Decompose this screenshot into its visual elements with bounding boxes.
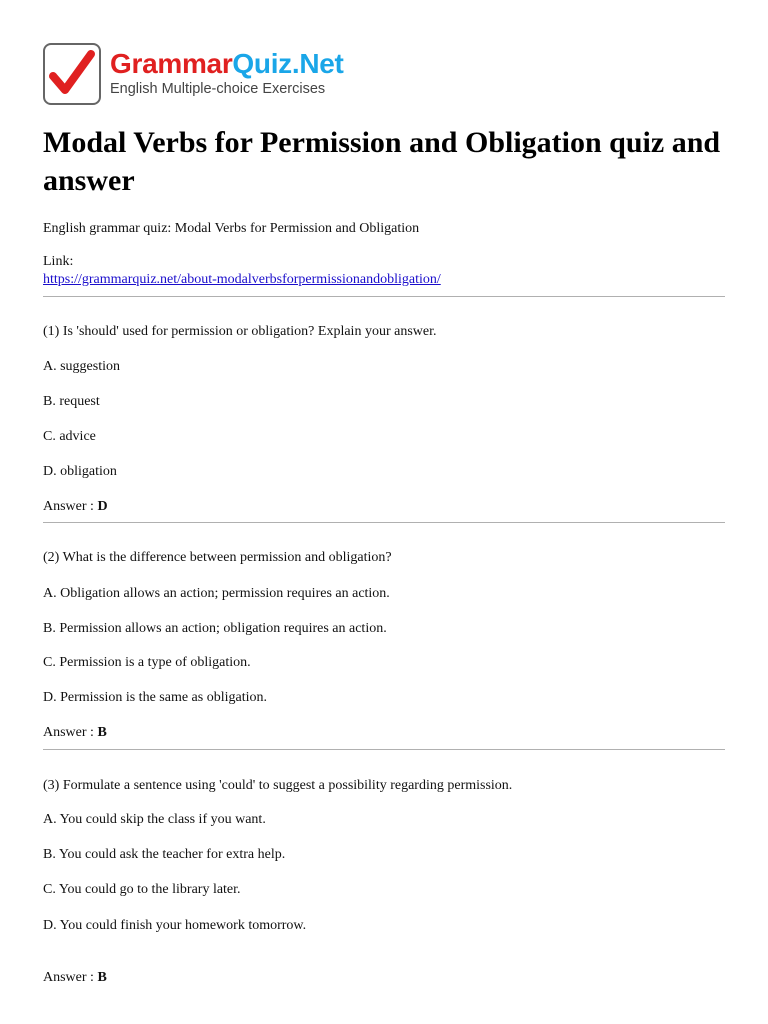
page-title: Modal Verbs for Permission and Obligation quiz and answer (43, 126, 721, 197)
checkmark-icon (47, 48, 97, 100)
answer-label: Answer : (43, 725, 98, 740)
question-1-option-a: A. suggestion (43, 359, 120, 374)
quiz-subtitle: English grammar quiz: Modal Verbs for Permission and Obligation (43, 221, 420, 236)
question-3-option-c: C. You could go to the library later. (43, 882, 241, 897)
logo-wordmark-grammar: Grammar (110, 48, 233, 79)
divider (43, 296, 725, 297)
logo-tagline: English Multiple-choice Exercises (110, 81, 326, 97)
logo-wordmark (110, 49, 344, 79)
question-2-answer (43, 724, 107, 741)
logo-badge (43, 43, 101, 105)
question-1-answer (43, 498, 108, 515)
divider (43, 522, 725, 523)
link-label: Link: (43, 254, 74, 269)
question-1-answer-value: D (97, 499, 108, 514)
question-3-answer-value: B (97, 970, 107, 985)
question-2-answer-value: B (97, 725, 107, 740)
divider (43, 749, 725, 750)
answer-label: Answer : (43, 499, 98, 514)
question-2: (2) What is the difference between permission and obligation? (43, 550, 392, 565)
question-3-option-a: A. You could skip the class if you want. (43, 812, 266, 827)
answer-label: Answer : (43, 970, 98, 985)
question-1-option-c: C. advice (43, 429, 96, 444)
question-1-option-b: B. request (43, 394, 100, 409)
question-1: (1) Is 'should' used for permission or obligation? Explain your answer. (43, 324, 437, 339)
question-3-answer (43, 969, 107, 986)
question-3-option-d: D. You could finish your homework tomorrow. (43, 918, 307, 933)
question-2-option-c: C. Permission is a type of obligation. (43, 655, 251, 670)
quiz-link[interactable]: https://grammarquiz.net/about-modalverbsforpermissionandobligation/ (43, 272, 441, 287)
question-3: (3) Formulate a sentence using 'could' to suggest a possibility regarding permission. (43, 778, 513, 793)
question-3-option-b: B. You could ask the teacher for extra help. (43, 847, 286, 862)
question-2-option-a: A. Obligation allows an action; permission requires an action. (43, 586, 390, 601)
question-2-option-d: D. Permission is the same as obligation. (43, 690, 267, 705)
question-2-option-b: B. Permission allows an action; obligation requires an action. (43, 621, 387, 636)
question-1-option-d: D. obligation (43, 464, 117, 479)
logo-wordmark-quiznet: Quiz.Net (232, 48, 344, 79)
